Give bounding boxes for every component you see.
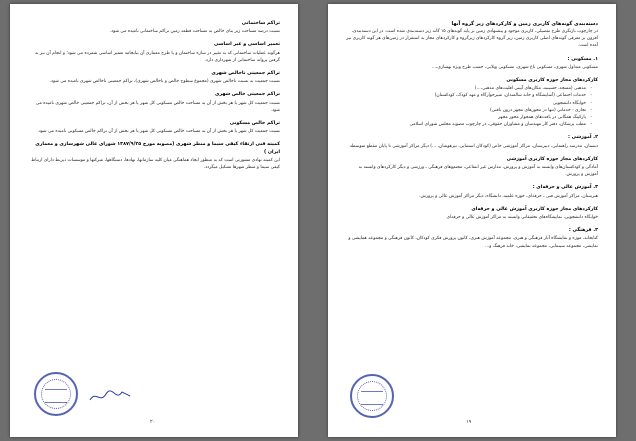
allowed-functions-list <box>346 85 598 128</box>
section-text: نسبت درصد مساحت زیر بنای خالص به مساحت قطعه زمین تراکم ساختمانی نامیده می شود. <box>109 29 280 35</box>
list-item: - پارکینگ همگانی در بافت‌های همجوار محور مجهز <box>346 114 592 121</box>
section-text: نسبت جمعیت کل شهر یا هر بخش از آن به مساحت خالص مسکونی کل شهر یا هر بخش از آن، تراکم جمعیتی خالص شهری نامیده می شود. <box>35 100 280 113</box>
list-item: - مطب پزشکان، دفتر کار مهندسان و مشاوران حقوقی، در چارچوب مصوبه مجلس شورای اسلامی <box>346 121 592 128</box>
intro-text: در چارچوب بازنگری طرح تفصیلی، کاربری موجود و پیشنهادی زمین بر پایه گونه‌های ۱۵ گانه زیر دسته‌بندی شده است. در این دسته‌بندی، افزون بر معرفی گونه‌های اصلی کاربری زمین، زیر گروه کارکردهای زیرگروه و کارکردهای مجاز به استقرار در زمین‌های هر گونه کاربری نیز آمده است. <box>346 29 598 49</box>
right-page-content <box>346 20 598 250</box>
list-item: - تجاری - خدماتی (تنها در محورهای مجهز درون بافتی) <box>346 107 592 114</box>
section-text: مسکونی متداول شهری، مسکونی باغ شهری، مسکونی ویلایی، حسب طرح ویژه بهسازی،... <box>431 64 598 70</box>
page-right <box>328 4 616 437</box>
list-item: - مذهبی (مسجد، حسینیه، مکان‌های آیینی اقلیت‌های مذهبی،...) <box>346 85 592 92</box>
section-heading: تعمیر اساسی و غیر اساسی <box>213 42 280 48</box>
section-heading: ۳. آموزش عالی و حرفه‌ای : <box>532 185 598 191</box>
section-text: خوابگاه دانشجویی، نمایشگاه‌های تحقیقاتی وابسته به مراکز آموزش عالی و حرفه‌ای <box>446 215 598 221</box>
section-heading: کارکردهای مجاز حوزه کاربری مسکونی <box>506 78 598 84</box>
section-text: هرگونه عملیات ساختمانی که به تغییر در سازه ساختمان و یا طرح معماری آن بیانجامد تعمیر اساسی شمرده می شود؛ و انجام آن نیز به گرفتن پروانه ساختمانی از شهرداری دارد. <box>34 50 280 63</box>
left-page-content <box>28 20 280 171</box>
section-text: نسبت جمعیت کل شهر یا هر بخش از آن به مساحت خالص مسکونی کل شهر یا هر بخش از آن تراکم خالص مسکونی نامیده می شود. <box>37 129 280 135</box>
section-heading: ۲. آموزشی : <box>568 135 598 141</box>
list-item: - خدمات اجتماعی (آسایشگاه و خانه سالمندان، شیرخوارگاه و مهد کودک، کودکستان) <box>346 92 592 99</box>
section-heading: تراکم جمعیتی ناخالص شهری <box>211 71 280 77</box>
section-text: کتابخانه، موزه و نمایشگاه آثار فرهنگی و هنری، مجموعه آموزش هنری، کانون پرورش فکری کودکان، کانون فرهنگی و مجموعه همایشی و نمایشی، مجموعه سینمایی، مجموعه نمایشی، خانه فرهنگ و... <box>348 236 598 249</box>
section-text: دبستان، مدرسه راهنمایی، دبیرستان، مراکز آموزشی خاص (کودکان استثنایی، تیزهوشان، ...) دیگر مراکز آموزشی تا پایان مقطع متوسطه <box>349 143 598 149</box>
list-item: - خوابگاه دانشجویی <box>346 100 592 107</box>
page-number: ۱۹ <box>466 419 472 425</box>
page-title: دسته‌بندی گونه‌های کاربری زمین و کارکردهای زیر گروه آنها <box>451 21 598 27</box>
section-heading: ۱. مسکونی : <box>567 56 598 62</box>
section-heading: تراکم ساختمانی <box>241 21 280 26</box>
section-heading: کارکردهای مجاز حوزه کاربری آموزش عالی و حرفه‌ای <box>471 206 598 212</box>
section-heading: تراکم جمعیتی خالص شهری <box>214 92 280 98</box>
section-text: نسبت جمعیت به نسبت ناخالص شهری (مجموع سطوح خالص و ناخالص شهری)، تراکم جمعیتی ناخالص شهری نامیده می شود. <box>49 79 280 85</box>
official-stamp-icon <box>34 372 78 416</box>
commission-text: این کمیته نهادی مشورتی است که به منظور ایجاد هماهنگی میان کلیه سازمانها، نهادها، دستگاهها، شرکتها و موسسات ذیربط دارای ارتباط کیفی سیما و منظر شهرها تشکیل میگردد. <box>31 157 280 171</box>
signature-icon <box>88 386 132 406</box>
page-left <box>10 4 298 437</box>
section-heading: تراکم خالص مسکونی <box>229 121 280 127</box>
section-text: آمادگی و کودکستان‌های وابسته به آموزش و پرورش، مدارس غیر انتفاعی، مجتمع‌های فرهنگی ـ ورزشی و دیگر کارکردهای وابسته به آموزش و پرورش. <box>358 165 598 178</box>
page-number: ۲۰ <box>150 419 156 425</box>
section-heading: کارکردهای مجاز حوزه کاربری آموزشی <box>506 156 598 162</box>
section-text: هنرستان، مراکز آموزش فنی ـ حرفه‌ای، حوزه علمیه، دانشگاه، دیگر مراکز آموزش عالی و پرورش. <box>419 193 598 199</box>
official-stamp-icon <box>350 374 394 418</box>
section-heading: ۴. فرهنگی : <box>568 228 598 234</box>
commission-title: کمیته فنی ارتقاء کیفی سیما و منظر شهری (مصوبه مورخ ۱۳۸۷/۹/۲۵ شورای عالی شهرسازی و معماری ایران ) <box>35 142 280 155</box>
